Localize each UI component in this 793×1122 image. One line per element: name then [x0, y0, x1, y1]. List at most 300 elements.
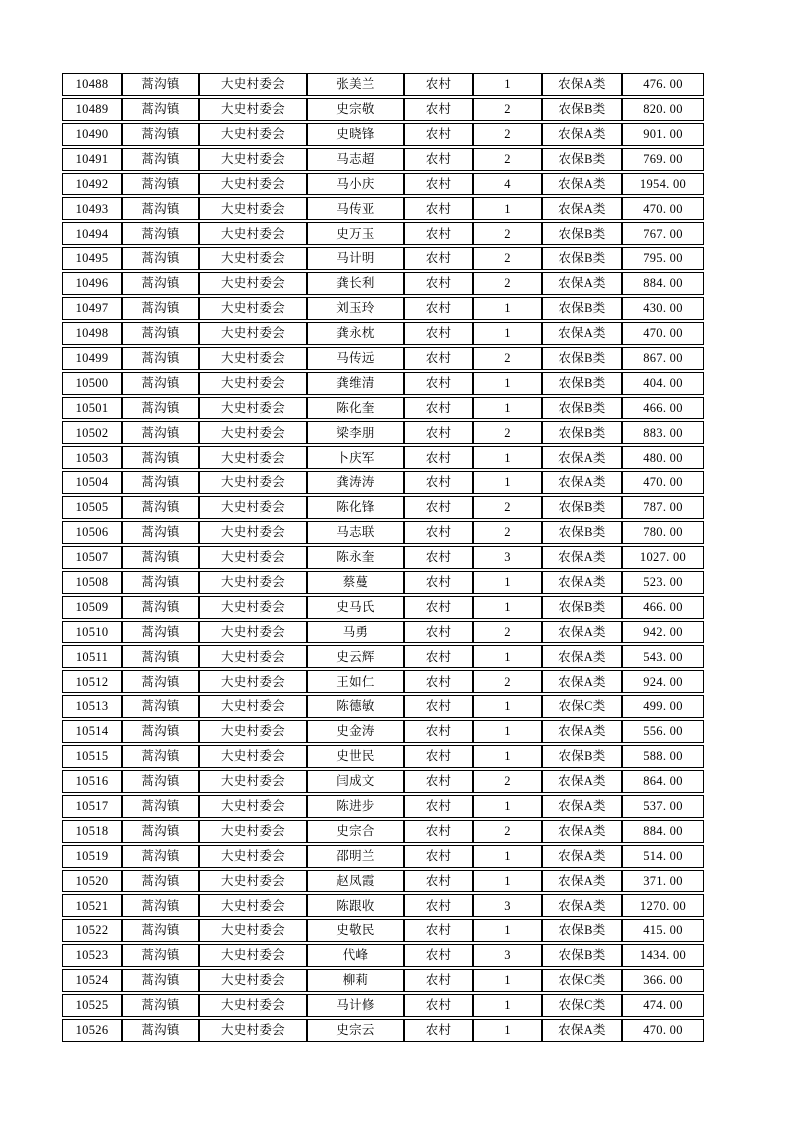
cell-person-name: 陈进步 [307, 795, 404, 818]
cell-serial-no: 10520 [62, 870, 122, 893]
cell-insurance-category: 农保A类 [542, 546, 622, 569]
cell-village-committee: 大史村委会 [199, 695, 307, 718]
cell-serial-no: 10497 [62, 297, 122, 320]
cell-town: 蒿沟镇 [122, 845, 199, 868]
cell-insurance-category: 农保B类 [542, 347, 622, 370]
cell-person-name: 史金涛 [307, 720, 404, 743]
cell-person-name: 马传亚 [307, 197, 404, 220]
cell-town: 蒿沟镇 [122, 123, 199, 146]
cell-amount: 588. 00 [622, 745, 704, 768]
cell-town: 蒿沟镇 [122, 621, 199, 644]
cell-village-committee: 大史村委会 [199, 621, 307, 644]
cell-insurance-category: 农保B类 [542, 944, 622, 967]
cell-person-name: 史云辉 [307, 645, 404, 668]
cell-person-count: 2 [473, 621, 542, 644]
cell-amount: 404. 00 [622, 372, 704, 395]
cell-town: 蒿沟镇 [122, 446, 199, 469]
cell-town: 蒿沟镇 [122, 969, 199, 992]
cell-residence-type: 农村 [404, 173, 473, 196]
table-row [62, 222, 704, 245]
cell-residence-type: 农村 [404, 695, 473, 718]
cell-insurance-category: 农保A类 [542, 770, 622, 793]
cell-village-committee: 大史村委会 [199, 845, 307, 868]
cell-village-committee: 大史村委会 [199, 944, 307, 967]
cell-person-name: 马勇 [307, 621, 404, 644]
cell-village-committee: 大史村委会 [199, 247, 307, 270]
cell-person-count: 2 [473, 272, 542, 295]
cell-person-name: 史宗云 [307, 1019, 404, 1042]
cell-person-name: 蔡蔓 [307, 571, 404, 594]
cell-person-name: 陈跟收 [307, 894, 404, 917]
cell-residence-type: 农村 [404, 645, 473, 668]
cell-person-count: 2 [473, 98, 542, 121]
cell-town: 蒿沟镇 [122, 745, 199, 768]
cell-town: 蒿沟镇 [122, 421, 199, 444]
table-row [62, 446, 704, 469]
cell-village-committee: 大史村委会 [199, 496, 307, 519]
cell-serial-no: 10510 [62, 621, 122, 644]
cell-serial-no: 10494 [62, 222, 122, 245]
cell-town: 蒿沟镇 [122, 770, 199, 793]
cell-residence-type: 农村 [404, 1019, 473, 1042]
cell-insurance-category: 农保B类 [542, 521, 622, 544]
cell-insurance-category: 农保A类 [542, 571, 622, 594]
cell-insurance-category: 农保A类 [542, 197, 622, 220]
cell-residence-type: 农村 [404, 322, 473, 345]
table-row [62, 1019, 704, 1042]
cell-residence-type: 农村 [404, 670, 473, 693]
cell-insurance-category: 农保A类 [542, 621, 622, 644]
cell-person-count: 1 [473, 695, 542, 718]
cell-residence-type: 农村 [404, 197, 473, 220]
cell-amount: 474. 00 [622, 994, 704, 1017]
cell-serial-no: 10508 [62, 571, 122, 594]
cell-town: 蒿沟镇 [122, 795, 199, 818]
cell-serial-no: 10499 [62, 347, 122, 370]
cell-person-name: 史宗合 [307, 820, 404, 843]
table-row [62, 521, 704, 544]
cell-insurance-category: 农保B类 [542, 919, 622, 942]
cell-town: 蒿沟镇 [122, 496, 199, 519]
cell-person-count: 1 [473, 645, 542, 668]
cell-person-count: 1 [473, 446, 542, 469]
cell-serial-no: 10504 [62, 471, 122, 494]
cell-amount: 543. 00 [622, 645, 704, 668]
table-row [62, 347, 704, 370]
cell-insurance-category: 农保A类 [542, 322, 622, 345]
cell-person-count: 3 [473, 546, 542, 569]
table-row [62, 621, 704, 644]
cell-amount: 787. 00 [622, 496, 704, 519]
cell-person-name: 梁李朋 [307, 421, 404, 444]
table-row [62, 297, 704, 320]
cell-village-committee: 大史村委会 [199, 795, 307, 818]
cell-village-committee: 大史村委会 [199, 322, 307, 345]
cell-residence-type: 农村 [404, 894, 473, 917]
cell-person-count: 1 [473, 471, 542, 494]
cell-person-count: 2 [473, 770, 542, 793]
cell-amount: 1270. 00 [622, 894, 704, 917]
cell-person-count: 1 [473, 795, 542, 818]
cell-person-name: 史万玉 [307, 222, 404, 245]
cell-residence-type: 农村 [404, 148, 473, 171]
cell-person-count: 3 [473, 894, 542, 917]
cell-person-name: 陈化奎 [307, 397, 404, 420]
cell-amount: 901. 00 [622, 123, 704, 146]
insurance-roster-table [62, 71, 704, 1044]
cell-residence-type: 农村 [404, 222, 473, 245]
table-row [62, 919, 704, 942]
cell-village-committee: 大史村委会 [199, 446, 307, 469]
cell-town: 蒿沟镇 [122, 695, 199, 718]
cell-village-committee: 大史村委会 [199, 720, 307, 743]
cell-insurance-category: 农保B类 [542, 297, 622, 320]
table-row [62, 596, 704, 619]
cell-residence-type: 农村 [404, 745, 473, 768]
cell-town: 蒿沟镇 [122, 820, 199, 843]
cell-amount: 767. 00 [622, 222, 704, 245]
cell-person-name: 闫成文 [307, 770, 404, 793]
cell-person-count: 1 [473, 994, 542, 1017]
cell-person-name: 邵明兰 [307, 845, 404, 868]
cell-amount: 795. 00 [622, 247, 704, 270]
cell-person-count: 1 [473, 720, 542, 743]
cell-town: 蒿沟镇 [122, 197, 199, 220]
table-row [62, 969, 704, 992]
cell-person-count: 1 [473, 397, 542, 420]
cell-serial-no: 10523 [62, 944, 122, 967]
table-row [62, 645, 704, 668]
table-row [62, 372, 704, 395]
cell-town: 蒿沟镇 [122, 994, 199, 1017]
cell-insurance-category: 农保A类 [542, 73, 622, 96]
cell-person-name: 柳莉 [307, 969, 404, 992]
cell-person-count: 1 [473, 322, 542, 345]
cell-person-count: 1 [473, 969, 542, 992]
cell-insurance-category: 农保A类 [542, 446, 622, 469]
cell-person-count: 1 [473, 870, 542, 893]
table-row [62, 421, 704, 444]
cell-town: 蒿沟镇 [122, 944, 199, 967]
cell-person-name: 马传远 [307, 347, 404, 370]
cell-insurance-category: 农保A类 [542, 894, 622, 917]
cell-town: 蒿沟镇 [122, 272, 199, 295]
cell-serial-no: 10489 [62, 98, 122, 121]
cell-serial-no: 10506 [62, 521, 122, 544]
cell-village-committee: 大史村委会 [199, 73, 307, 96]
cell-person-count: 2 [473, 222, 542, 245]
table-row [62, 247, 704, 270]
cell-village-committee: 大史村委会 [199, 645, 307, 668]
cell-town: 蒿沟镇 [122, 148, 199, 171]
cell-town: 蒿沟镇 [122, 894, 199, 917]
cell-village-committee: 大史村委会 [199, 222, 307, 245]
cell-village-committee: 大史村委会 [199, 397, 307, 420]
cell-serial-no: 10511 [62, 645, 122, 668]
cell-town: 蒿沟镇 [122, 73, 199, 96]
cell-amount: 556. 00 [622, 720, 704, 743]
cell-insurance-category: 农保B类 [542, 596, 622, 619]
cell-village-committee: 大史村委会 [199, 173, 307, 196]
cell-person-name: 史晓锋 [307, 123, 404, 146]
cell-serial-no: 10512 [62, 670, 122, 693]
cell-amount: 514. 00 [622, 845, 704, 868]
cell-town: 蒿沟镇 [122, 247, 199, 270]
cell-village-committee: 大史村委会 [199, 347, 307, 370]
cell-amount: 415. 00 [622, 919, 704, 942]
cell-person-count: 2 [473, 421, 542, 444]
cell-amount: 820. 00 [622, 98, 704, 121]
cell-person-count: 1 [473, 745, 542, 768]
cell-insurance-category: 农保B类 [542, 745, 622, 768]
cell-insurance-category: 农保A类 [542, 670, 622, 693]
cell-town: 蒿沟镇 [122, 372, 199, 395]
cell-amount: 470. 00 [622, 1019, 704, 1042]
cell-person-name: 王如仁 [307, 670, 404, 693]
cell-serial-no: 10521 [62, 894, 122, 917]
cell-amount: 466. 00 [622, 596, 704, 619]
cell-residence-type: 农村 [404, 421, 473, 444]
cell-town: 蒿沟镇 [122, 297, 199, 320]
cell-town: 蒿沟镇 [122, 596, 199, 619]
cell-residence-type: 农村 [404, 820, 473, 843]
cell-serial-no: 10503 [62, 446, 122, 469]
cell-person-count: 1 [473, 372, 542, 395]
cell-person-count: 1 [473, 845, 542, 868]
cell-town: 蒿沟镇 [122, 1019, 199, 1042]
cell-person-name: 卜庆军 [307, 446, 404, 469]
table-row [62, 123, 704, 146]
cell-village-committee: 大史村委会 [199, 197, 307, 220]
cell-person-count: 2 [473, 148, 542, 171]
cell-residence-type: 农村 [404, 347, 473, 370]
cell-village-committee: 大史村委会 [199, 894, 307, 917]
cell-village-committee: 大史村委会 [199, 571, 307, 594]
cell-amount: 1954. 00 [622, 173, 704, 196]
cell-town: 蒿沟镇 [122, 670, 199, 693]
table-row [62, 571, 704, 594]
cell-village-committee: 大史村委会 [199, 919, 307, 942]
cell-serial-no: 10518 [62, 820, 122, 843]
cell-insurance-category: 农保B类 [542, 397, 622, 420]
cell-amount: 780. 00 [622, 521, 704, 544]
cell-village-committee: 大史村委会 [199, 969, 307, 992]
cell-person-name: 马志超 [307, 148, 404, 171]
cell-insurance-category: 农保B类 [542, 222, 622, 245]
table-row [62, 546, 704, 569]
cell-person-count: 1 [473, 919, 542, 942]
cell-town: 蒿沟镇 [122, 173, 199, 196]
cell-amount: 883. 00 [622, 421, 704, 444]
cell-residence-type: 农村 [404, 770, 473, 793]
cell-person-count: 1 [473, 596, 542, 619]
cell-amount: 884. 00 [622, 272, 704, 295]
cell-amount: 769. 00 [622, 148, 704, 171]
cell-person-count: 2 [473, 670, 542, 693]
cell-serial-no: 10507 [62, 546, 122, 569]
cell-residence-type: 农村 [404, 969, 473, 992]
cell-person-count: 2 [473, 347, 542, 370]
cell-serial-no: 10496 [62, 272, 122, 295]
cell-serial-no: 10488 [62, 73, 122, 96]
cell-person-count: 2 [473, 247, 542, 270]
cell-amount: 476. 00 [622, 73, 704, 96]
cell-amount: 466. 00 [622, 397, 704, 420]
table-row [62, 670, 704, 693]
cell-person-count: 1 [473, 1019, 542, 1042]
cell-village-committee: 大史村委会 [199, 546, 307, 569]
cell-person-count: 2 [473, 496, 542, 519]
cell-insurance-category: 农保B类 [542, 421, 622, 444]
table-row [62, 720, 704, 743]
cell-town: 蒿沟镇 [122, 645, 199, 668]
table-row [62, 272, 704, 295]
cell-insurance-category: 农保B类 [542, 496, 622, 519]
cell-insurance-category: 农保B类 [542, 247, 622, 270]
cell-serial-no: 10525 [62, 994, 122, 1017]
cell-serial-no: 10519 [62, 845, 122, 868]
cell-residence-type: 农村 [404, 471, 473, 494]
cell-serial-no: 10492 [62, 173, 122, 196]
cell-town: 蒿沟镇 [122, 397, 199, 420]
table-row [62, 197, 704, 220]
cell-insurance-category: 农保A类 [542, 820, 622, 843]
cell-insurance-category: 农保A类 [542, 845, 622, 868]
cell-person-name: 刘玉玲 [307, 297, 404, 320]
cell-village-committee: 大史村委会 [199, 98, 307, 121]
cell-serial-no: 10513 [62, 695, 122, 718]
cell-amount: 430. 00 [622, 297, 704, 320]
cell-town: 蒿沟镇 [122, 222, 199, 245]
cell-person-name: 赵凤霞 [307, 870, 404, 893]
table-row [62, 173, 704, 196]
cell-person-count: 1 [473, 571, 542, 594]
cell-person-name: 龚长利 [307, 272, 404, 295]
cell-amount: 924. 00 [622, 670, 704, 693]
cell-residence-type: 农村 [404, 73, 473, 96]
cell-person-name: 代峰 [307, 944, 404, 967]
cell-insurance-category: 农保A类 [542, 720, 622, 743]
cell-insurance-category: 农保A类 [542, 795, 622, 818]
table-row [62, 894, 704, 917]
cell-residence-type: 农村 [404, 496, 473, 519]
cell-person-name: 龚维清 [307, 372, 404, 395]
cell-village-committee: 大史村委会 [199, 820, 307, 843]
table-row [62, 73, 704, 96]
cell-insurance-category: 农保B类 [542, 98, 622, 121]
cell-village-committee: 大史村委会 [199, 297, 307, 320]
cell-amount: 523. 00 [622, 571, 704, 594]
cell-person-name: 龚涛涛 [307, 471, 404, 494]
cell-serial-no: 10505 [62, 496, 122, 519]
cell-town: 蒿沟镇 [122, 870, 199, 893]
cell-serial-no: 10491 [62, 148, 122, 171]
cell-residence-type: 农村 [404, 870, 473, 893]
cell-serial-no: 10501 [62, 397, 122, 420]
cell-insurance-category: 农保B类 [542, 148, 622, 171]
cell-person-name: 张美兰 [307, 73, 404, 96]
table-row [62, 471, 704, 494]
cell-serial-no: 10500 [62, 372, 122, 395]
cell-insurance-category: 农保C类 [542, 969, 622, 992]
cell-residence-type: 农村 [404, 297, 473, 320]
cell-village-committee: 大史村委会 [199, 994, 307, 1017]
cell-town: 蒿沟镇 [122, 521, 199, 544]
cell-town: 蒿沟镇 [122, 98, 199, 121]
cell-residence-type: 农村 [404, 123, 473, 146]
cell-residence-type: 农村 [404, 571, 473, 594]
cell-amount: 470. 00 [622, 197, 704, 220]
cell-amount: 366. 00 [622, 969, 704, 992]
cell-amount: 480. 00 [622, 446, 704, 469]
cell-residence-type: 农村 [404, 546, 473, 569]
table-row [62, 820, 704, 843]
table-row [62, 397, 704, 420]
cell-residence-type: 农村 [404, 994, 473, 1017]
cell-village-committee: 大史村委会 [199, 123, 307, 146]
table-row [62, 148, 704, 171]
cell-insurance-category: 农保A类 [542, 1019, 622, 1042]
cell-village-committee: 大史村委会 [199, 272, 307, 295]
cell-town: 蒿沟镇 [122, 720, 199, 743]
cell-residence-type: 农村 [404, 521, 473, 544]
cell-insurance-category: 农保A类 [542, 272, 622, 295]
cell-insurance-category: 农保C类 [542, 994, 622, 1017]
cell-person-name: 陈化锋 [307, 496, 404, 519]
cell-person-count: 1 [473, 297, 542, 320]
cell-serial-no: 10526 [62, 1019, 122, 1042]
cell-amount: 942. 00 [622, 621, 704, 644]
table-row [62, 695, 704, 718]
cell-amount: 499. 00 [622, 695, 704, 718]
cell-residence-type: 农村 [404, 795, 473, 818]
table-row [62, 322, 704, 345]
cell-residence-type: 农村 [404, 919, 473, 942]
cell-serial-no: 10495 [62, 247, 122, 270]
cell-residence-type: 农村 [404, 944, 473, 967]
cell-village-committee: 大史村委会 [199, 372, 307, 395]
cell-town: 蒿沟镇 [122, 322, 199, 345]
table-row [62, 745, 704, 768]
cell-insurance-category: 农保A类 [542, 471, 622, 494]
table-row [62, 944, 704, 967]
cell-insurance-category: 农保A类 [542, 173, 622, 196]
cell-person-count: 3 [473, 944, 542, 967]
cell-residence-type: 农村 [404, 397, 473, 420]
cell-serial-no: 10516 [62, 770, 122, 793]
table-row [62, 770, 704, 793]
cell-village-committee: 大史村委会 [199, 148, 307, 171]
cell-insurance-category: 农保A类 [542, 645, 622, 668]
cell-village-committee: 大史村委会 [199, 1019, 307, 1042]
cell-person-name: 马计修 [307, 994, 404, 1017]
cell-serial-no: 10522 [62, 919, 122, 942]
cell-serial-no: 10490 [62, 123, 122, 146]
cell-residence-type: 农村 [404, 621, 473, 644]
cell-person-name: 史马氏 [307, 596, 404, 619]
cell-insurance-category: 农保A类 [542, 870, 622, 893]
cell-amount: 470. 00 [622, 322, 704, 345]
cell-village-committee: 大史村委会 [199, 870, 307, 893]
cell-person-name: 史世民 [307, 745, 404, 768]
cell-amount: 867. 00 [622, 347, 704, 370]
cell-serial-no: 10517 [62, 795, 122, 818]
cell-amount: 470. 00 [622, 471, 704, 494]
cell-town: 蒿沟镇 [122, 919, 199, 942]
table-row [62, 870, 704, 893]
cell-person-count: 2 [473, 521, 542, 544]
cell-serial-no: 10493 [62, 197, 122, 220]
